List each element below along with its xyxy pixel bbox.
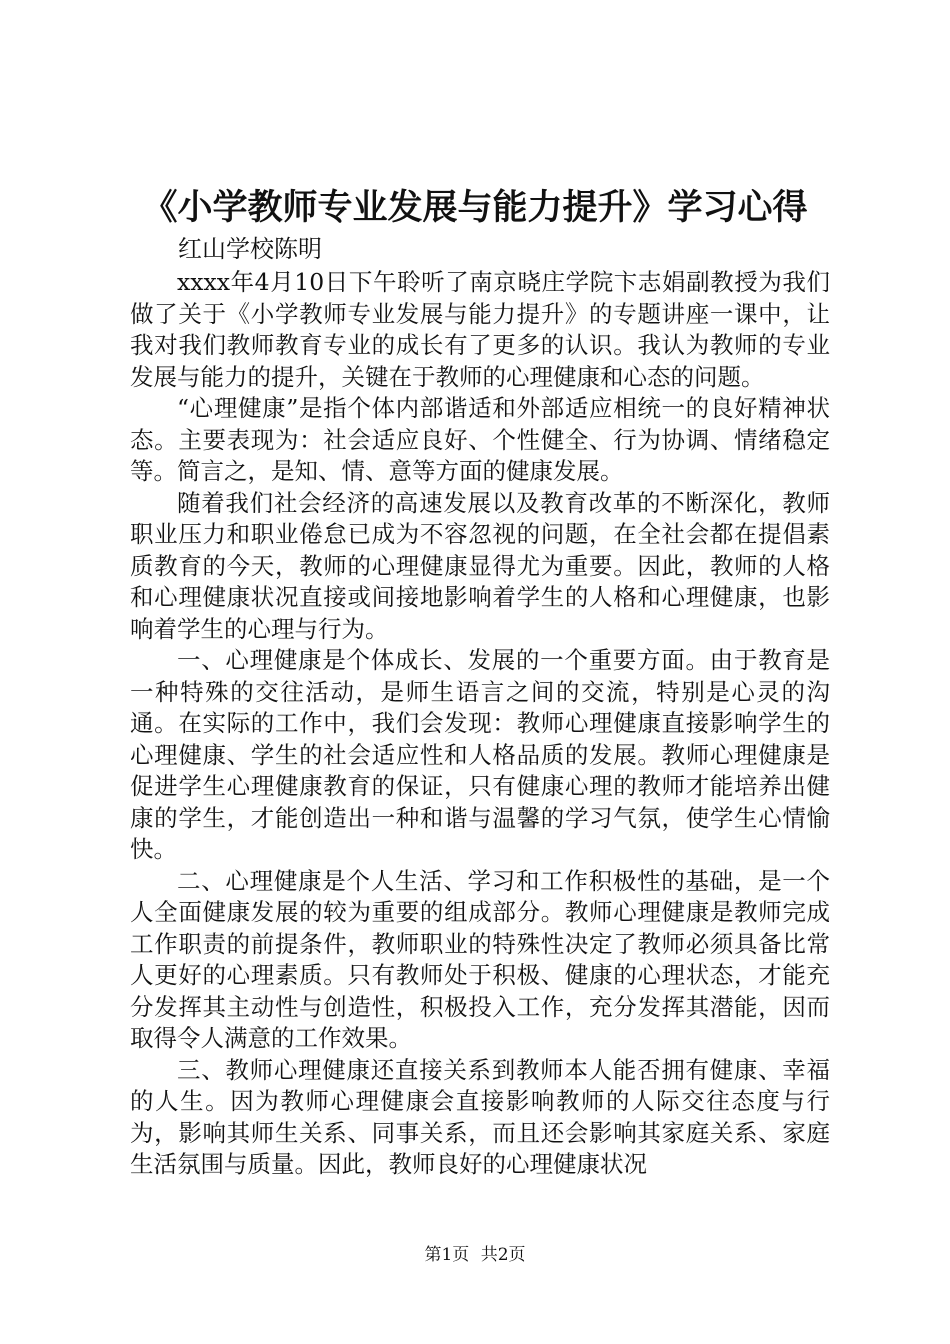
- document-title: 《小学教师专业发展与能力提升》学习心得: [142, 187, 808, 228]
- page-number: 第1页: [424, 1245, 470, 1265]
- paragraph-definition: “心理健康”是指个体内部谐适和外部适应相统一的良好精神状态。主要表现为：社会适应良好、个性健全、行为协调、情绪稳定等。简言之，是知、情、意等方面的健康发展。: [130, 394, 830, 485]
- document-author: 红山学校陈明: [178, 235, 322, 263]
- document-body: [130, 267, 830, 1181]
- paragraph-context: 随着我们社会经济的高速发展以及教育改革的不断深化，教师职业压力和职业倦怠已成为不容忽视的问题，在全社会都在提倡素质教育的今天，教师的心理健康显得尤为重要。因此，教师的人格和心理健康状况直接或间接地影响着学生的人格和心理健康，也影响着学生的心理与行为。: [130, 488, 830, 643]
- page-footer: [0, 1243, 950, 1267]
- paragraph-point-two: 二、心理健康是个人生活、学习和工作积极性的基础，是一个人全面健康发展的较为重要的组成部分。教师心理健康是教师完成工作职责的前提条件，教师职业的特殊性决定了教师必须具备比常人更好的心理素质。只有教师处于积极、健康的心理状态，才能充分发挥其主动性与创造性，积极投入工作，充分发挥其潜能，因而取得令人满意的工作效果。: [130, 866, 830, 1052]
- paragraph-point-three: 三、教师心理健康还直接关系到教师本人能否拥有健康、幸福的人生。因为教师心理健康会直接影响教师的人际交往态度与行为，影响其师生关系、同事关系，而且还会影响其家庭关系、家庭生活氛围与质量。因此，教师良好的心理健康状况: [130, 1055, 830, 1178]
- paragraph-intro: xxxx年4月10日下午聆听了南京晓庄学院卞志娟副教授为我们做了关于《小学教师专业发展与能力提升》的专题讲座一课中，让我对我们教师教育专业的成长有了更多的认识。我认为教师的专业发展与能力的提升，关键在于教师的心理健康和心态的问题。: [130, 268, 830, 391]
- paragraph-point-one: 一、心理健康是个体成长、发展的一个重要方面。由于教育是一种特殊的交往活动，是师生语言之间的交流，特别是心灵的沟通。在实际的工作中，我们会发现：教师心理健康直接影响学生的心理健康、学生的社会适应性和人格品质的发展。教师心理健康是促进学生心理健康教育的保证，只有健康心理的教师才能培养出健康的学生，才能创造出一种和谐与温馨的学习气氛，使学生心情愉快。: [130, 646, 830, 863]
- page-total: 共2页: [480, 1245, 526, 1265]
